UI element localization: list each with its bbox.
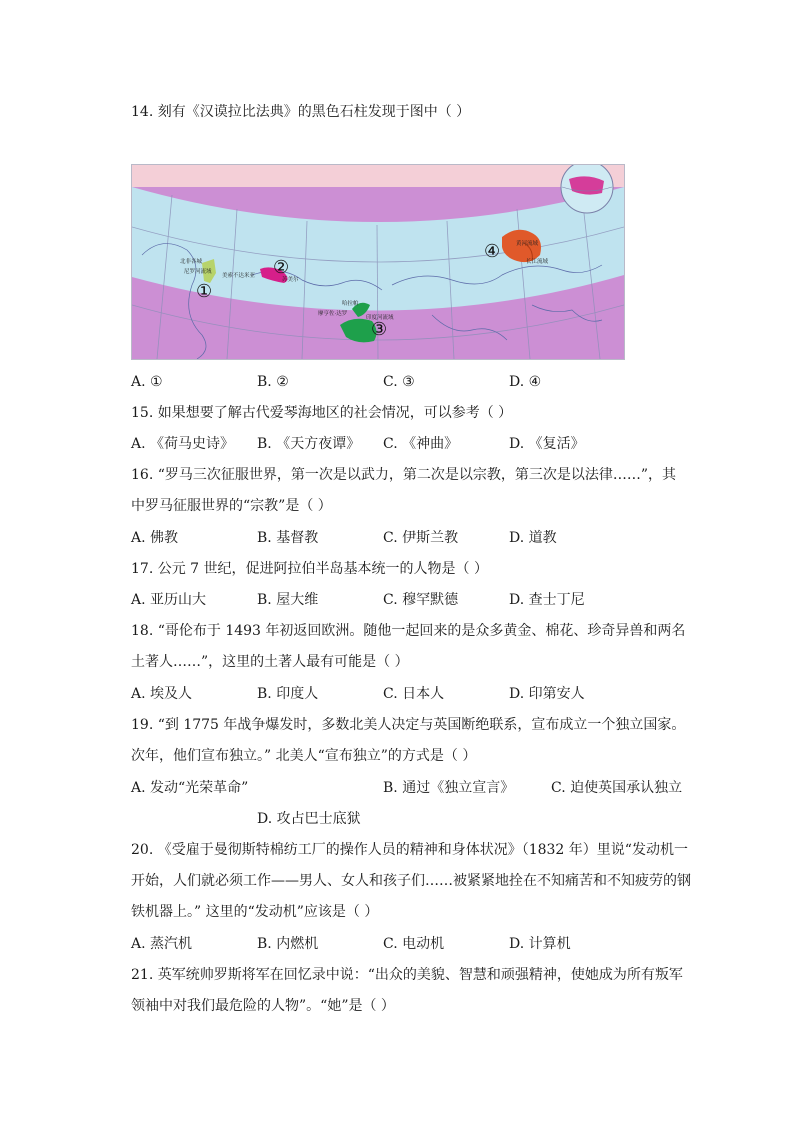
label-c1: 哈拉帕 bbox=[342, 301, 359, 307]
label-a1: 北非各城 bbox=[180, 259, 203, 265]
question-20-stem-line1: 20. 《受雇于曼彻斯特棉纺工厂的操作人员的精神和身体状况》（1832 年）里说“发动机一 bbox=[131, 842, 688, 858]
label-d1: 黄河流域 bbox=[516, 241, 539, 247]
q15-option-a[interactable]: A. 《荷马史诗》 bbox=[131, 436, 235, 452]
q17-option-a[interactable]: A. 亚历山大 bbox=[131, 592, 207, 608]
q16-option-b[interactable]: B. 基督教 bbox=[257, 530, 319, 546]
question-21-stem-line2: 领袖中对我们最危险的人物”。“她”是（ ） bbox=[131, 998, 395, 1014]
q16-option-d[interactable]: D. 道教 bbox=[509, 530, 557, 546]
question-18-stem-line2: 土著人……”，这里的土著人最有可能是（ ） bbox=[131, 654, 409, 670]
q18-option-c[interactable]: C. 日本人 bbox=[383, 686, 445, 702]
q14-option-d[interactable]: D. ④ bbox=[509, 374, 542, 390]
question-16-stem-line2: 中罗马征服世界的“宗教”是（ ） bbox=[131, 498, 332, 514]
question-20-stem-line3: 铁机器上。” 这里的“发动机”应该是（ ） bbox=[131, 904, 379, 920]
q19-option-b[interactable]: B. 通过《独立宣言》 bbox=[383, 780, 515, 796]
marker-4: ④ bbox=[484, 241, 501, 262]
map-top-band bbox=[132, 165, 624, 187]
question-20-stem-line2: 开始，人们就必须工作——男人、女人和孩子们……被紧紧地拴在不知痛苦和不知疲劳的钢 bbox=[131, 873, 691, 889]
question-21-stem-line1: 21. 英军统帅罗斯将军在回忆录中说：“出众的美貌、智慧和顽强精神，使她成为所有叛军 bbox=[131, 967, 683, 983]
marker-3: ③ bbox=[371, 319, 388, 340]
question-17-stem: 17. 公元 7 世纪，促进阿拉伯半岛基本统一的人物是（ ） bbox=[131, 561, 488, 577]
q15-option-b[interactable]: B. 《天方夜谭》 bbox=[257, 436, 361, 452]
label-a2: 尼罗河流域 bbox=[184, 269, 212, 275]
label-c2: 摩亨佐·达罗 bbox=[318, 311, 348, 317]
q15-option-c[interactable]: C. 《神曲》 bbox=[383, 436, 459, 452]
ancient-civilizations-map bbox=[131, 164, 625, 360]
q20-option-b[interactable]: B. 内燃机 bbox=[257, 936, 319, 952]
q20-option-c[interactable]: C. 电动机 bbox=[383, 936, 445, 952]
question-16-stem-line1: 16. “罗马三次征服世界，第一次是以武力，第二次是以宗教，第三次是以法律……”，其 bbox=[131, 467, 677, 483]
q19-option-a[interactable]: A. 发动“光荣革命” bbox=[131, 780, 249, 796]
label-c3: 印度河流域 bbox=[366, 315, 394, 321]
q20-option-a[interactable]: A. 蒸汽机 bbox=[131, 936, 193, 952]
q17-option-c[interactable]: C. 穆罕默德 bbox=[383, 592, 459, 608]
label-d2: 长江流域 bbox=[526, 259, 549, 265]
q19-option-c[interactable]: C. 迫使英国承认独立 bbox=[551, 780, 683, 796]
question-15-stem: 15. 如果想要了解古代爱琴海地区的社会情况，可以参考（ ） bbox=[131, 405, 513, 421]
q18-option-d[interactable]: D. 印第安人 bbox=[509, 686, 585, 702]
label-b1: 美索不达米亚 bbox=[222, 273, 256, 279]
q15-option-d[interactable]: D. 《复活》 bbox=[509, 436, 585, 452]
question-19-stem-line1: 19. “到 1775 年战争爆发时，多数北美人决定与英国断绝联系，宣布成立一个独立国家。 bbox=[131, 717, 686, 733]
q18-option-a[interactable]: A. 埃及人 bbox=[131, 686, 193, 702]
q16-option-a[interactable]: A. 佛教 bbox=[131, 530, 179, 546]
q19-option-d[interactable]: D. 攻占巴士底狱 bbox=[257, 811, 361, 827]
marker-1: ① bbox=[196, 281, 213, 302]
q17-option-d[interactable]: D. 查士丁尼 bbox=[509, 592, 585, 608]
q14-option-b[interactable]: B. ② bbox=[257, 374, 289, 390]
question-19-stem-line2: 次年，他们宣布独立。” 北美人“宣布独立”的方式是（ ） bbox=[131, 748, 477, 764]
label-b2: 苏美尔 bbox=[282, 277, 299, 283]
q14-option-a[interactable]: A. ① bbox=[131, 374, 163, 390]
q18-option-b[interactable]: B. 印度人 bbox=[257, 686, 319, 702]
marker-2: ② bbox=[273, 257, 290, 278]
q16-option-c[interactable]: C. 伊斯兰教 bbox=[383, 530, 459, 546]
question-18-stem-line1: 18. “哥伦布于 1493 年初返回欧洲。随他一起回来的是众多黄金、棉花、珍奇异兽和两名 bbox=[131, 623, 686, 639]
q14-option-c[interactable]: C. ③ bbox=[383, 374, 415, 390]
q20-option-d[interactable]: D. 计算机 bbox=[509, 936, 571, 952]
q17-option-b[interactable]: B. 屋大维 bbox=[257, 592, 319, 608]
question-14-stem: 14. 刻有《汉谟拉比法典》的黑色石柱发现于图中（ ） bbox=[131, 104, 471, 120]
